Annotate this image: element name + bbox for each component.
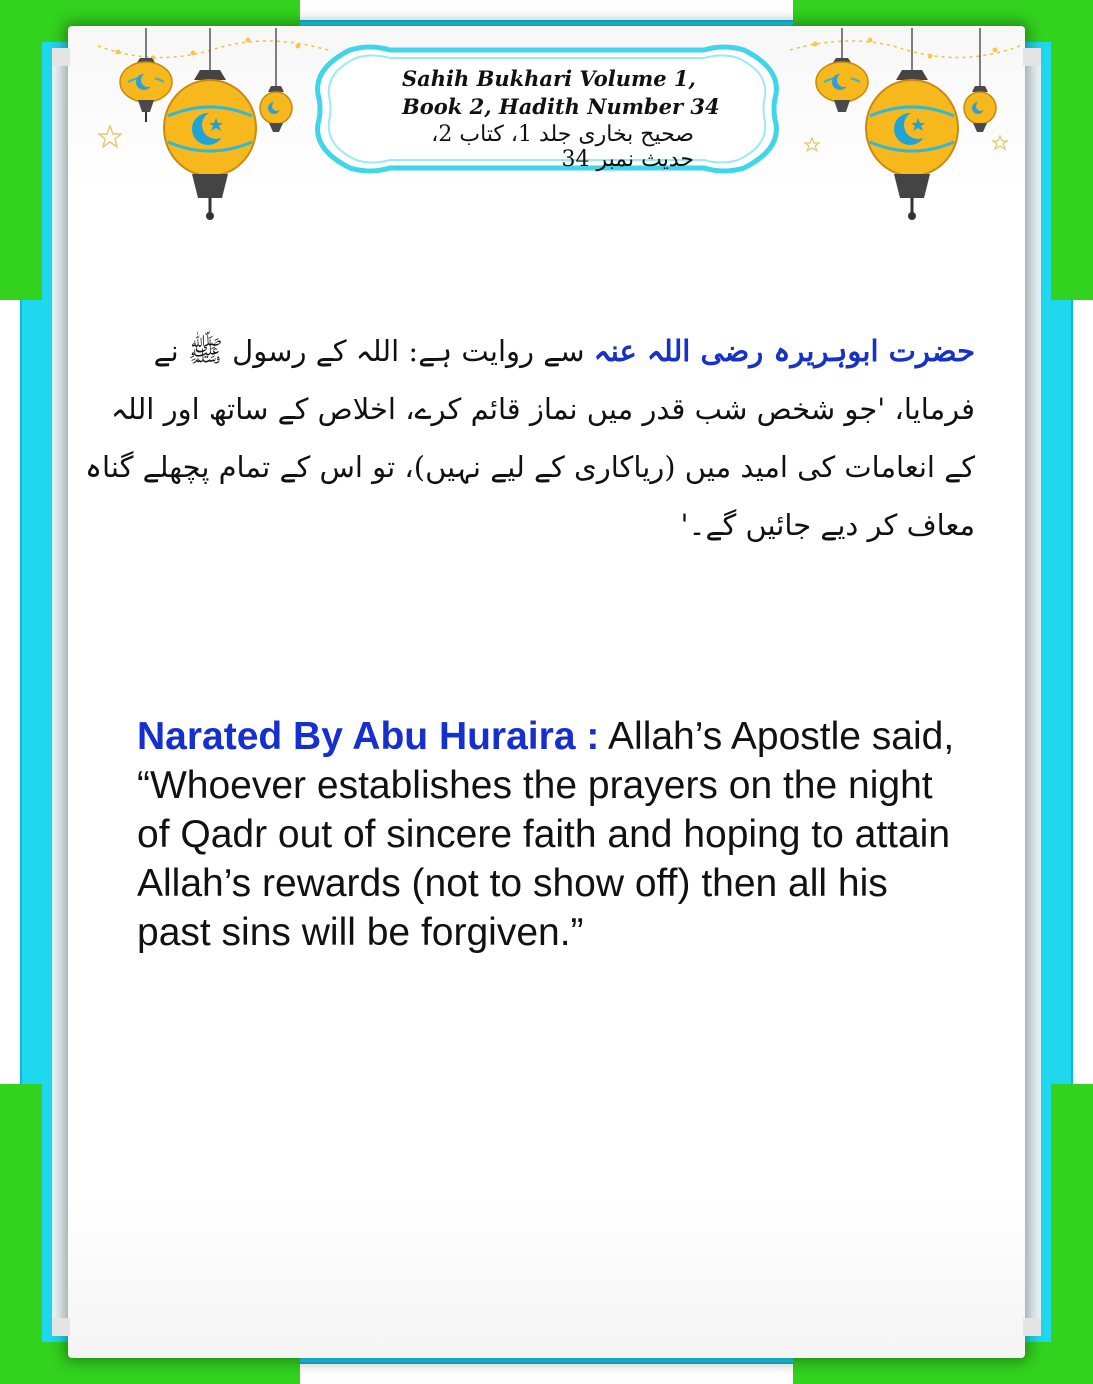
title-line-2: Book 2, Hadith Number 34 [402,94,720,119]
frame-notch [1023,1318,1041,1336]
frame-notch [52,48,70,66]
lantern-cluster-left [98,28,328,228]
frame-notch [1023,48,1041,66]
title-line-1: Sahih Bukhari Volume 1, [402,66,696,91]
lantern-cluster-right [790,28,1020,228]
lantern-icon [260,28,292,132]
star-icon [99,126,121,147]
english-hadith-text [137,712,967,957]
title-plaque [310,44,784,174]
lantern-icon [164,28,256,220]
urdu-hadith-text [80,322,975,554]
lantern-icon [120,28,172,122]
frame-notch [52,1318,70,1336]
urdu-narrator: حضرت ابوہریرہ رضی اللہ عنہ [593,334,975,368]
english-narrator: Narated By Abu Huraira : [137,715,600,758]
title-line-urdu: صحیح بخاری جلد 1، کتاب 2، حدیث نمبر 34 [431,122,694,172]
lantern-icon [964,28,996,132]
english-body: Allah’s Apostle said, “Whoever establishes the prayers on the night of Qadr out of sincere faith and hoping to attain Allah’s rewards (not to show off) then all his past sins will be forgiven.” [137,715,955,954]
urdu-body: سے روایت ہے: اللہ کے رسول ﷺ نے فرمایا، 'جو شخص شب قدر میں نماز قائم کرے، اخلاص کے ساتھ اور اللہ کے انعامات کی امید میں (ریاکاری کے لیے نہیں)، تو اس کے تمام پچھلے گناہ معاف کر دیے جائیں گے۔' [85,334,975,542]
